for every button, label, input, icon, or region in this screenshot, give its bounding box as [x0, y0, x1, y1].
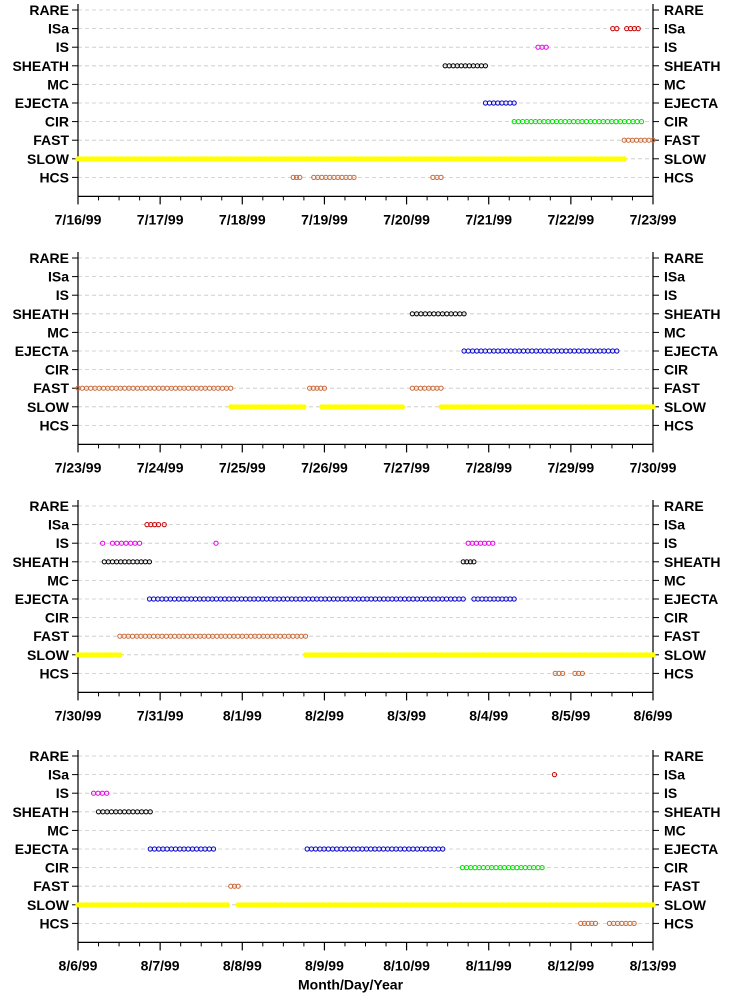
x-tick-label: 7/26/99 [301, 459, 348, 476]
x-tick-label: 7/23/99 [54, 459, 102, 476]
y-tick-label-right: SHEATH [664, 57, 721, 74]
x-tick-label: 7/30/99 [629, 459, 677, 476]
y-tick-label-right: MC [664, 822, 686, 839]
data-point-slow [225, 902, 230, 907]
y-tick-label-left: SHEATH [12, 305, 69, 322]
y-tick-label-left: RARE [29, 748, 69, 764]
y-tick-label-right: HCS [664, 915, 694, 932]
y-tick-label-left: HCS [39, 417, 69, 434]
y-tick-label-left: IS [55, 785, 69, 802]
y-tick-label-left: HCS [39, 665, 69, 682]
x-tick-label: 7/24/99 [136, 459, 184, 476]
y-tick-label-left: MC [47, 822, 69, 839]
x-tick-label: 8/6/99 [58, 957, 98, 974]
data-point-slow [650, 404, 655, 409]
x-tick-label: 7/20/99 [383, 211, 430, 228]
x-tick-label: 8/8/99 [222, 957, 262, 974]
x-tick-label: 7/21/99 [465, 211, 513, 228]
x-tick-label: 8/13/99 [629, 957, 677, 974]
y-tick-label-left: ISa [47, 20, 69, 37]
y-tick-label-right: EJECTA [664, 343, 719, 359]
x-tick-label: 8/12/99 [547, 957, 595, 974]
x-tick-label: 7/31/99 [136, 707, 184, 724]
y-tick-label-right: MC [664, 572, 686, 589]
data-point-slow [301, 404, 306, 409]
y-tick-label-right: CIR [664, 609, 689, 626]
y-tick-label-right: FAST [664, 132, 700, 149]
data-point-slow [117, 652, 122, 657]
y-tick-label-right: IS [664, 39, 678, 56]
x-tick-label: 7/28/99 [465, 459, 513, 476]
y-tick-label-left: SLOW [27, 646, 69, 663]
y-tick-label-left: SHEATH [12, 57, 69, 74]
x-tick-label: 8/1/99 [222, 707, 262, 724]
y-tick-label-left: SLOW [27, 896, 69, 913]
x-tick-label: 8/3/99 [387, 707, 427, 724]
x-tick-label: 7/17/99 [136, 211, 184, 228]
y-tick-label-right: HCS [664, 665, 694, 682]
y-tick-label-right: MC [664, 76, 686, 93]
y-tick-label-right: FAST [664, 878, 700, 895]
y-tick-label-right: RARE [664, 748, 704, 764]
chart-panel-2 [12, 250, 720, 475]
y-tick-label-left: MC [47, 76, 69, 93]
x-tick-label: 7/22/99 [547, 211, 595, 228]
x-tick-label: 8/11/99 [465, 957, 512, 974]
y-tick-label-right: MC [664, 324, 686, 341]
data-point-slow [650, 652, 655, 657]
y-tick-label-left: ISa [47, 766, 69, 783]
chart-panel-4 [12, 748, 720, 992]
y-tick-label-right: SLOW [664, 398, 706, 415]
y-tick-label-left: SLOW [27, 150, 69, 167]
y-tick-label-left: EJECTA [14, 591, 69, 607]
x-tick-label: 7/30/99 [54, 707, 102, 724]
y-tick-label-right: SHEATH [664, 803, 721, 820]
x-tick-label: 8/5/99 [551, 707, 591, 724]
x-tick-label: 7/29/99 [547, 459, 595, 476]
y-tick-label-left: ISa [47, 268, 69, 285]
x-tick-label: 7/23/99 [629, 211, 677, 228]
y-tick-label-right: ISa [664, 268, 686, 285]
y-tick-label-left: RARE [29, 2, 69, 18]
data-point-slow [622, 156, 627, 161]
y-tick-label-left: HCS [39, 169, 69, 186]
y-tick-label-left: MC [47, 572, 69, 589]
y-tick-label-left: FAST [33, 878, 69, 895]
y-tick-label-left: CIR [44, 609, 69, 626]
y-tick-label-left: EJECTA [14, 343, 69, 359]
y-tick-label-right: CIR [664, 113, 689, 130]
y-tick-label-right: RARE [664, 250, 704, 266]
y-tick-label-left: FAST [33, 380, 69, 397]
chart-panel-1 [12, 2, 720, 227]
y-tick-label-right: IS [664, 535, 678, 552]
y-tick-label-right: ISa [664, 766, 686, 783]
x-tick-label: 8/2/99 [304, 707, 344, 724]
x-tick-label: 8/7/99 [140, 957, 180, 974]
x-tick-label: 8/9/99 [304, 957, 344, 974]
y-tick-label-left: EJECTA [14, 841, 69, 857]
data-point-ejecta [193, 597, 197, 601]
y-tick-label-right: SLOW [664, 646, 706, 663]
y-tick-label-right: SHEATH [664, 553, 721, 570]
y-tick-label-right: IS [664, 287, 678, 304]
y-tick-label-left: EJECTA [14, 95, 69, 111]
data-point-slow [400, 404, 405, 409]
y-tick-label-right: HCS [664, 169, 694, 186]
y-tick-label-right: RARE [664, 2, 704, 18]
y-tick-label-right: EJECTA [664, 841, 719, 857]
x-axis-label: Month/Day/Year [297, 976, 404, 993]
data-point-sheath [109, 810, 113, 814]
y-tick-label-right: SHEATH [664, 305, 721, 322]
x-tick-label: 8/10/99 [383, 957, 430, 974]
y-tick-label-left: CIR [44, 361, 69, 378]
y-tick-label-right: FAST [664, 628, 700, 645]
y-tick-label-left: FAST [33, 628, 69, 645]
y-tick-label-right: HCS [664, 417, 694, 434]
x-tick-label: 8/6/99 [633, 707, 673, 724]
x-tick-label: 7/19/99 [301, 211, 348, 228]
y-tick-label-right: ISa [664, 516, 686, 533]
y-tick-label-left: IS [55, 39, 69, 56]
y-tick-label-left: RARE [29, 498, 69, 514]
chart-panel-3 [12, 498, 720, 723]
data-point-slow [650, 902, 655, 907]
y-tick-label-right: SLOW [664, 896, 706, 913]
x-tick-label: 8/4/99 [469, 707, 509, 724]
y-tick-label-left: IS [55, 535, 69, 552]
y-tick-label-left: HCS [39, 915, 69, 932]
y-tick-label-left: FAST [33, 132, 69, 149]
y-tick-label-left: RARE [29, 250, 69, 266]
y-tick-label-right: CIR [664, 361, 689, 378]
y-tick-label-right: CIR [664, 859, 689, 876]
y-tick-label-left: MC [47, 324, 69, 341]
y-tick-label-right: EJECTA [664, 591, 719, 607]
y-tick-label-left: CIR [44, 113, 69, 130]
y-tick-label-right: IS [664, 785, 678, 802]
x-tick-label: 7/16/99 [54, 211, 102, 228]
y-tick-label-left: IS [55, 287, 69, 304]
y-tick-label-left: SHEATH [12, 553, 69, 570]
y-tick-label-right: RARE [664, 498, 704, 514]
y-tick-label-right: SLOW [664, 150, 706, 167]
y-tick-label-right: ISa [664, 20, 686, 37]
x-tick-label: 7/27/99 [383, 459, 430, 476]
y-tick-label-right: EJECTA [664, 95, 719, 111]
y-tick-label-left: ISa [47, 516, 69, 533]
y-tick-label-left: SLOW [27, 398, 69, 415]
x-tick-label: 7/18/99 [218, 211, 266, 228]
y-tick-label-right: FAST [664, 380, 700, 397]
x-tick-label: 7/25/99 [218, 459, 266, 476]
y-tick-label-left: CIR [44, 859, 69, 876]
y-tick-label-left: SHEATH [12, 803, 69, 820]
